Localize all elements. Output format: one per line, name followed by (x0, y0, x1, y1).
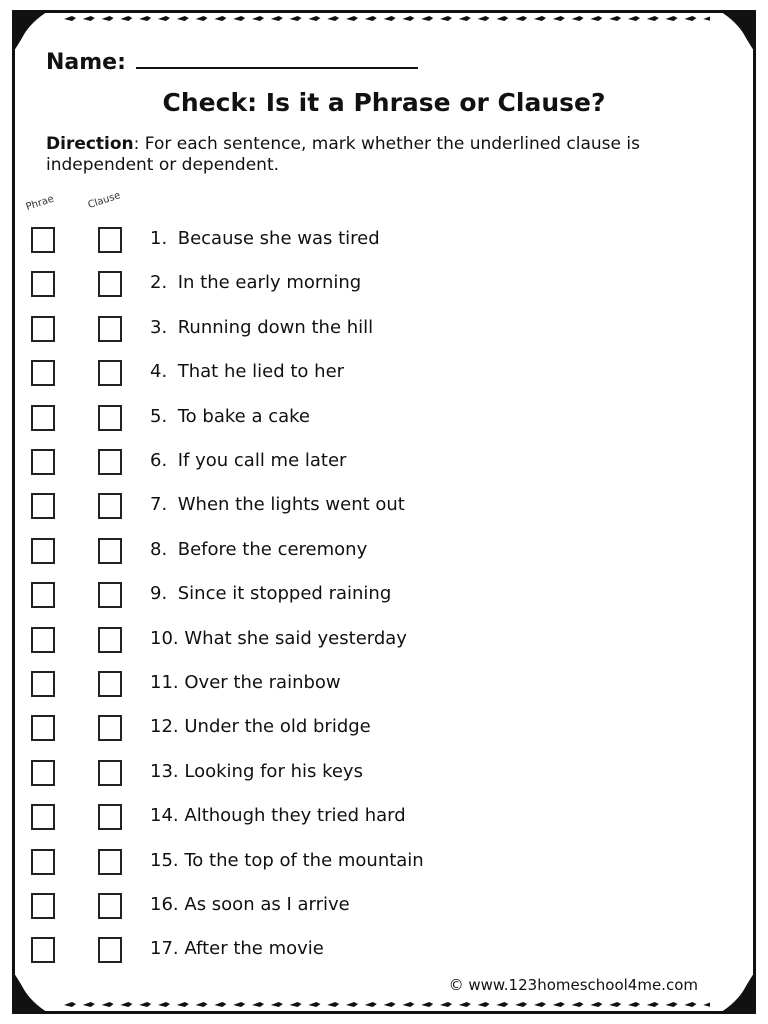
phrase-checkbox[interactable] (31, 937, 55, 963)
direction-body: : For each sentence, mark whether the underlined clause is independent or dependent. (46, 134, 640, 175)
item-number: 3. (150, 316, 168, 338)
clause-checkbox[interactable] (98, 849, 122, 875)
phrase-checkbox[interactable] (31, 760, 55, 786)
list-item (0, 533, 768, 573)
phrase-checkbox[interactable] (31, 316, 55, 342)
item-text: After the movie (184, 938, 324, 960)
item-number: 17. (150, 938, 179, 960)
column-header-phrase: Phrae (24, 193, 56, 213)
phrase-checkbox[interactable] (31, 804, 55, 830)
item-sentence (150, 317, 373, 338)
name-label: Name: (46, 50, 126, 75)
corner-decoration-top-right (710, 8, 758, 56)
clause-checkbox[interactable] (98, 804, 122, 830)
item-number: 5. (150, 405, 168, 427)
item-sentence (150, 628, 407, 649)
item-sentence (150, 361, 344, 382)
item-text: When the lights went out (177, 494, 405, 516)
item-text: In the early morning (177, 272, 362, 294)
item-sentence (150, 272, 361, 293)
item-text: To bake a cake (177, 405, 310, 427)
item-number: 14. (150, 805, 179, 827)
item-number: 2. (150, 272, 168, 294)
list-item (0, 844, 768, 884)
list-item (0, 444, 768, 484)
item-sentence (150, 583, 391, 604)
list-item (0, 666, 768, 706)
item-text: Looking for his keys (184, 760, 363, 782)
phrase-checkbox[interactable] (31, 893, 55, 919)
list-item (0, 932, 768, 972)
item-text: If you call me later (177, 450, 347, 471)
item-text: Although they tried hard (184, 805, 406, 827)
list-item (0, 311, 768, 351)
item-sentence (150, 805, 406, 826)
clause-checkbox[interactable] (98, 893, 122, 919)
clause-checkbox[interactable] (98, 271, 122, 297)
clause-checkbox[interactable] (98, 227, 122, 253)
item-text: Before the ceremony (177, 538, 368, 560)
list-item (0, 799, 768, 839)
item-text: What she said yesterday (184, 627, 407, 649)
item-sentence (150, 761, 363, 782)
item-sentence (150, 672, 341, 693)
item-number: 16. (150, 894, 179, 915)
list-item (0, 488, 768, 528)
item-number: 8. (150, 538, 168, 560)
item-number: 10. (150, 627, 179, 649)
item-number: 12. (150, 716, 179, 738)
clause-checkbox[interactable] (98, 493, 122, 519)
phrase-checkbox[interactable] (31, 582, 55, 608)
item-sentence (150, 894, 350, 915)
item-number: 15. (150, 849, 179, 871)
item-sentence (150, 539, 367, 560)
phrase-checkbox[interactable] (31, 627, 55, 653)
clause-checkbox[interactable] (98, 671, 122, 697)
column-header-clause: Clause (86, 190, 122, 211)
list-item (0, 400, 768, 440)
decorative-dash-border-bottom (60, 998, 710, 1010)
copyright-footer: © www.123homeschool4me.com (448, 976, 698, 994)
item-number: 13. (150, 760, 179, 782)
clause-checkbox[interactable] (98, 760, 122, 786)
item-number: 7. (150, 494, 168, 516)
corner-decoration-top-left (10, 8, 58, 56)
phrase-checkbox[interactable] (31, 538, 55, 564)
clause-checkbox[interactable] (98, 627, 122, 653)
phrase-checkbox[interactable] (31, 405, 55, 431)
item-text: Under the old bridge (184, 716, 371, 738)
list-item (0, 622, 768, 662)
clause-checkbox[interactable] (98, 316, 122, 342)
list-item (0, 888, 768, 928)
corner-decoration-bottom-left (10, 968, 58, 1016)
phrase-checkbox[interactable] (31, 271, 55, 297)
decorative-dash-border-top (60, 12, 710, 24)
item-text: Because she was tired (177, 228, 380, 249)
direction-text (46, 134, 736, 176)
item-sentence (150, 228, 380, 249)
list-item (0, 266, 768, 306)
name-row (46, 50, 418, 75)
list-item (0, 355, 768, 395)
list-item (0, 577, 768, 617)
item-number: 6. (150, 450, 168, 471)
item-number: 1. (150, 228, 168, 249)
clause-checkbox[interactable] (98, 538, 122, 564)
clause-checkbox[interactable] (98, 360, 122, 386)
item-sentence (150, 450, 346, 471)
clause-checkbox[interactable] (98, 449, 122, 475)
clause-checkbox[interactable] (98, 582, 122, 608)
corner-decoration-bottom-right (710, 968, 758, 1016)
item-sentence (150, 406, 310, 427)
list-item (0, 755, 768, 795)
item-text: Since it stopped raining (177, 583, 392, 605)
item-text: That he lied to her (177, 361, 345, 383)
page-title: Check: Is it a Phrase or Clause? (162, 88, 606, 117)
item-number: 11. (150, 672, 179, 693)
item-text: To the top of the mountain (184, 849, 424, 871)
phrase-checkbox[interactable] (31, 360, 55, 386)
phrase-checkbox[interactable] (31, 715, 55, 741)
item-number: 4. (150, 361, 168, 383)
phrase-checkbox[interactable] (31, 849, 55, 875)
item-sentence (150, 494, 405, 515)
clause-checkbox[interactable] (98, 715, 122, 741)
phrase-checkbox[interactable] (31, 493, 55, 519)
item-sentence (150, 716, 371, 737)
list-item (0, 710, 768, 750)
clause-checkbox[interactable] (98, 937, 122, 963)
phrase-checkbox[interactable] (31, 671, 55, 697)
clause-checkbox[interactable] (98, 405, 122, 431)
item-text: As soon as I arrive (184, 894, 350, 915)
item-text: Over the rainbow (184, 672, 341, 693)
item-sentence (150, 850, 424, 871)
direction-label: Direction (46, 134, 134, 154)
name-field[interactable] (136, 51, 418, 69)
phrase-checkbox[interactable] (31, 227, 55, 253)
item-number: 9. (150, 583, 168, 605)
phrase-checkbox[interactable] (31, 449, 55, 475)
list-item (0, 222, 768, 262)
item-sentence (150, 938, 324, 959)
item-text: Running down the hill (177, 316, 374, 338)
